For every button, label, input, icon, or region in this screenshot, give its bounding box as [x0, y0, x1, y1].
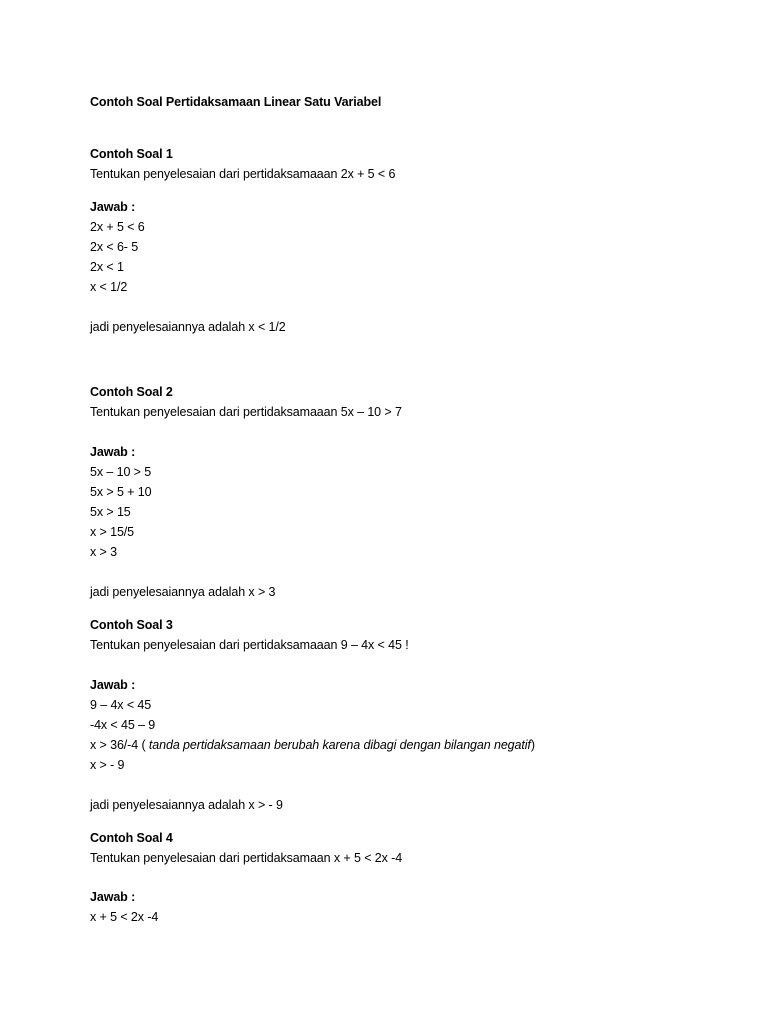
problem-1-question: Tentukan penyelesaian dari pertidaksamaaan 2x + 5 < 6 — [90, 167, 396, 181]
problem-4-question: Tentukan penyelesaian dari pertidaksamaan x + 5 < 2x -4 — [90, 851, 403, 865]
problem-3-step3-close: ) — [530, 738, 535, 752]
problem-1-step: 2x < 1 — [90, 260, 124, 274]
document-page — [90, 0, 730, 1024]
problem-1-conclusion: jadi penyelesaiannya adalah x < 1/2 — [90, 320, 286, 334]
problem-3-step3-note: tanda pertidaksamaan berubah karena dibagi dengan bilangan negatif — [148, 738, 531, 752]
problem-3-step-with-note — [90, 737, 535, 753]
problem-4-answer-label: Jawab : — [90, 890, 136, 904]
problem-2-step: 5x – 10 > 5 — [90, 465, 152, 479]
problem-3-conclusion: jadi penyelesaiannya adalah x > - 9 — [90, 798, 283, 812]
problem-3-step: x > - 9 — [90, 758, 125, 772]
problem-4-step: x + 5 < 2x -4 — [90, 910, 159, 924]
problem-3-step: -4x < 45 – 9 — [90, 718, 156, 732]
problem-1-step: x < 1/2 — [90, 280, 128, 294]
problem-3-answer-label: Jawab : — [90, 678, 136, 692]
problem-1-heading: Contoh Soal 1 — [90, 147, 173, 161]
problem-1-step: 2x + 5 < 6 — [90, 220, 145, 234]
problem-3-step3-main: x > 36/-4 ( — [90, 738, 149, 752]
problem-4-heading: Contoh Soal 4 — [90, 831, 173, 845]
problem-3-question: Tentukan penyelesaian dari pertidaksamaaan 9 – 4x < 45 ! — [90, 638, 409, 652]
problem-2-answer-label: Jawab : — [90, 445, 136, 459]
problem-3-step: 9 – 4x < 45 — [90, 698, 152, 712]
document-title: Contoh Soal Pertidaksamaan Linear Satu Variabel — [90, 95, 382, 109]
problem-2-step: x > 15/5 — [90, 525, 135, 539]
problem-2-conclusion: jadi penyelesaiannya adalah x > 3 — [90, 585, 276, 599]
problem-1-step: 2x < 6- 5 — [90, 240, 139, 254]
problem-2-heading: Contoh Soal 2 — [90, 385, 173, 399]
problem-1-answer-label: Jawab : — [90, 200, 136, 214]
problem-2-step: 5x > 5 + 10 — [90, 485, 152, 499]
problem-2-step: x > 3 — [90, 545, 117, 559]
problem-3-heading: Contoh Soal 3 — [90, 618, 173, 632]
problem-2-step: 5x > 15 — [90, 505, 131, 519]
problem-2-question: Tentukan penyelesaian dari pertidaksamaaan 5x – 10 > 7 — [90, 405, 402, 419]
